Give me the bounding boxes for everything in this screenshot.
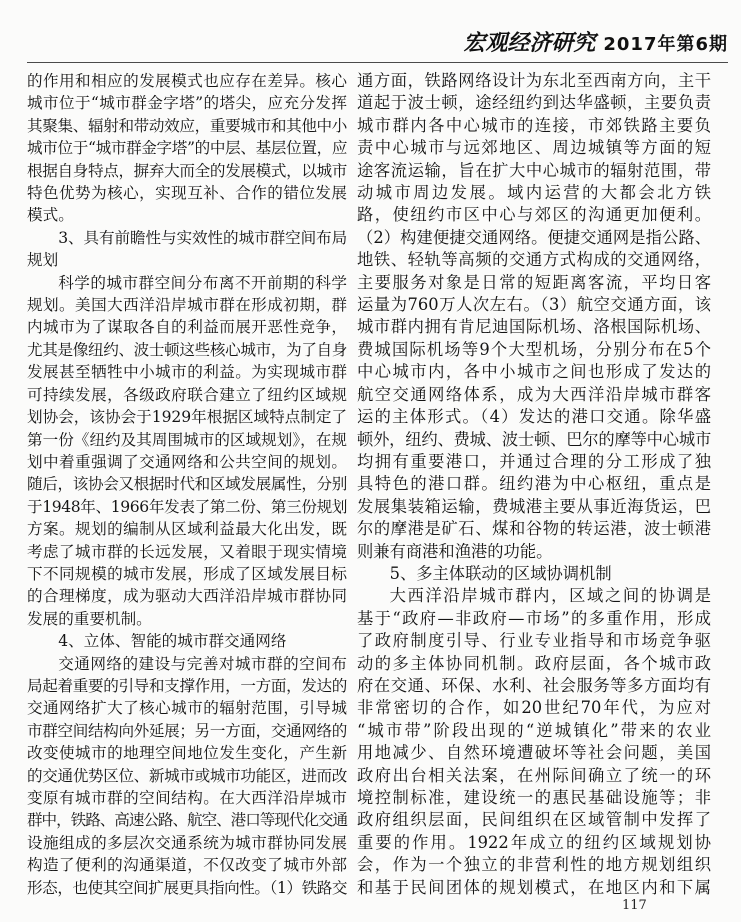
text-line: 改变使城市的地理空间地位发生变化，产生新 [27, 744, 347, 763]
text-line: 3、具有前瞻性与实效性的城市群空间布局 [58, 228, 347, 247]
text-line: 会，作为一个独立的非营利性的地方规划组织 [357, 855, 711, 875]
text-line: 航空交通网络体系，成为大西洋沿岸城市群客 [357, 384, 711, 404]
text-line: 局起着重要的引导和支撑作用，一方面，发达的 [27, 676, 347, 695]
text-line: 通方面，铁路网络设计为东北至西南方向，主干 [357, 71, 711, 90]
paragraph [27, 653, 347, 899]
text-line: 的作用和相应的发展模式也应存在差异。核心 [27, 72, 347, 90]
text-line: 设施组成的多层次交通系统为城市群协同发展 [27, 833, 347, 852]
issue-label: 2017年第6期 [603, 34, 728, 55]
text-line: 交通网络扩大了核心城市的辐射范围，引导城 [27, 699, 347, 718]
text-line: 可持续发展，各级政府联合建立了纽约区域规 [27, 385, 347, 404]
text-line: 于1948年、1966年发表了第二份、第三份规划 [27, 497, 347, 516]
text-line: 城市位于“城市群金字塔”的中层、基层位置，应 [27, 139, 347, 158]
text-line: 随后，该协会又根据时代和区域发展属性，分别 [27, 475, 347, 494]
text-line: 规划。美国大西洋沿岸城市群在形成初期，群 [27, 296, 347, 315]
text-line: 主要服务对象是日常的短距离客流，平均日客 [357, 272, 711, 292]
text-line: 形态，也使其空间扩展更具指向性。（1）铁路交 [27, 878, 347, 897]
text-line: 的合理梯度，成为驱动大西洋沿岸城市群协同 [27, 587, 347, 606]
text-line: 发展的重要机制。 [27, 609, 152, 628]
text-line: 中心城市内，各中小城市之间也形成了发达的 [357, 362, 711, 382]
text-line: 境控制标准，建设统一的惠民基础设施等；非 [357, 788, 711, 807]
journal-title: 宏观经济研究 [463, 30, 596, 56]
text-line: 重要的作用。1922年成立的纽约区域规划协 [357, 832, 711, 852]
text-line: 均拥有重要港口，并通过合理的分工形成了独 [357, 451, 711, 471]
text-line: 动城市周边发展。域内运营的大都会北方铁 [357, 183, 711, 203]
text-line: 的交通优势区位、新城市或城市功能区，进而改 [27, 766, 347, 785]
text-line: 内城市为了谋取各自的利益而展开恶性竞争， [27, 318, 347, 337]
text-line: 城市群内各中心城市的连接，市郊铁路主要负 [357, 115, 711, 135]
text-line: 基于“政府—非政府—市场”的多重作用，形成 [357, 608, 711, 628]
text-line: 下不同规模的城市发展，形成了区域发展目标 [27, 564, 347, 583]
text-line: （2）构建便捷交通网络。便捷交通网是指公路、 [357, 227, 711, 247]
right-column [357, 70, 711, 899]
text-line: 非常密切的合作，如20世纪70年代，为应对 [357, 698, 711, 718]
text-line: 其聚集、辐射和带动效应，重要城市和其他中小 [27, 116, 347, 135]
text-line: 具特色的港口群。纽约港为中心枢纽，重点是 [357, 474, 711, 494]
text-line: 费城国际机场等9个大型机场，分别分布在5个 [357, 339, 711, 359]
paragraph [27, 272, 347, 631]
text-line: “城市带”阶段出现的“逆城镇化”带来的农业 [357, 720, 711, 740]
text-line: 科学的城市群空间分布离不开前期的科学 [58, 273, 347, 292]
text-line: 用地减少、自然环境遭破坏等社会问题，美国 [357, 743, 711, 763]
text-line: 途客流运输，旨在扩大中心城市的辐射范围，带 [357, 160, 711, 180]
text-line: 城市群内拥有肯尼迪国际机场、洛根国际机场、 [357, 317, 711, 337]
text-line: 规划 [27, 251, 59, 270]
paragraph [357, 585, 711, 899]
text-line: 则兼有商港和渔港的功能。 [357, 541, 553, 561]
text-line: 构造了便利的沟通渠道，不仅改变了城市外部 [27, 856, 347, 875]
text-line: 运的主体形式。（4）发达的港口交通。除华盛 [357, 407, 711, 427]
text-line: 道起于波士顿，途经纽约到达华盛顿，主要负责 [357, 93, 711, 113]
header-rule [27, 62, 728, 63]
section-heading [27, 227, 347, 272]
text-line: 变原有城市群的空间结构。在大西洋沿岸城市 [27, 789, 347, 807]
text-line: 发展集装箱运输，费城港主要从事近海货运，巴 [357, 496, 711, 516]
text-line: 尔的摩港是矿石、煤和谷物的转运港，波士顿港 [357, 519, 711, 539]
paragraph [357, 70, 711, 563]
text-line: 划中着重强调了交通网络和公共空间的规划。 [27, 452, 347, 471]
page-number: 117 [622, 898, 647, 913]
text-line: 城市位于“城市群金字塔”的塔尖，应充分发挥 [27, 94, 347, 113]
text-line: 考虑了城市群的长远发展，又着眼于现实情境 [27, 542, 347, 561]
text-line: 大西洋沿岸城市群内，区域之间的协调是 [389, 586, 711, 606]
text-line: 根据自身特点，摒弃大而全的发展模式，以城市 [27, 161, 347, 180]
text-line: 群中，铁路、高速公路、航空、港口等现代化交通 [27, 811, 347, 830]
paragraph [27, 70, 347, 227]
text-line: 责中心城市与远郊地区、周边城镇等方面的短 [357, 138, 711, 158]
text-line: 地铁、轻轨等高频的交通方式构成的交通网络， [357, 250, 711, 270]
text-line: 市群空间结构向外延展；另一方面，交通网络的 [27, 721, 347, 740]
section-heading [27, 630, 347, 652]
text-line: 运量为760万人次左右。（3）航空交通方面，该 [357, 295, 711, 315]
text-line: 政府出台相关法案，在州际间确立了统一的环 [357, 765, 711, 785]
text-line: 划协会，该协会于1929年根据区域特点制定了 [27, 408, 347, 427]
text-line: 顿外，纽约、费城、波士顿、巴尔的摩等中心城市 [357, 429, 711, 449]
text-line: 和基于民间团体的规划模式，在地区内和下属 [357, 877, 711, 897]
running-header [463, 26, 728, 57]
text-line: 了政府制度引导、行业专业指导和市场竞争驱 [357, 631, 711, 651]
text-line: 5、多主体联动的区域协调机制 [389, 563, 612, 583]
text-line: 特色优势为核心，实现互补、合作的错位发展 [27, 184, 347, 203]
text-line: 政府组织层面，民间组织在区域管制中发挥了 [357, 810, 711, 830]
text-line: 尤其是像纽约、波士顿这些核心城市，为了自身 [27, 340, 347, 359]
text-line: 府在交通、环保、水利、社会服务等多方面均有 [357, 675, 711, 695]
text-line: 第一份《纽约及其周围城市的区域规划》，在规 [27, 430, 347, 449]
section-heading [357, 563, 711, 585]
text-line: 方案。规划的编制从区域利益最大化出发，既 [27, 520, 347, 539]
text-line: 发展甚至牺牲中小城市的利益。为实现城市群 [27, 363, 347, 382]
text-line: 动的多主体协同机制。政府层面，各个城市政 [357, 653, 711, 673]
left-column [27, 70, 347, 899]
text-line: 交通网络的建设与完善对城市群的空间布 [58, 654, 347, 673]
text-line: 4、立体、智能的城市群交通网络 [58, 632, 287, 651]
text-line: 模式。 [27, 206, 74, 225]
text-line: 路，使纽约市区中心与郊区的沟通更加便利。 [357, 205, 711, 225]
